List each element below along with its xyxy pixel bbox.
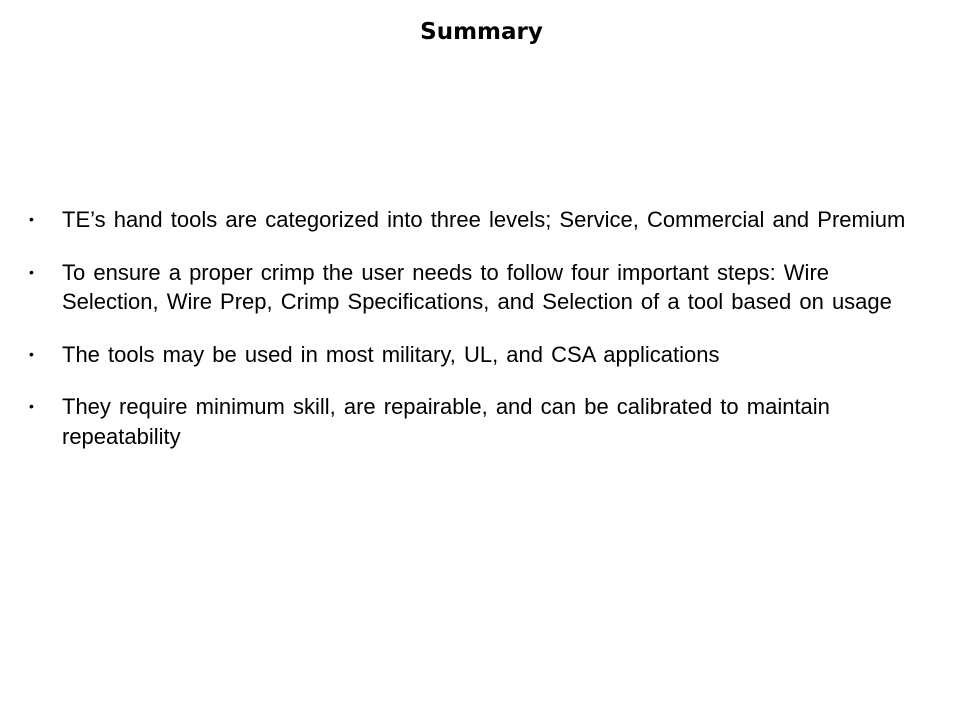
bullet-text: To ensure a proper crimp the user needs to follow four important steps: Wire Selection, Wire Prep, Crimp Specifications, and Selection of a tool based on usage bbox=[62, 259, 892, 314]
bullet-dot-icon: • bbox=[29, 263, 34, 280]
slide-title: Summary bbox=[420, 19, 543, 45]
bullet-text: They require minimum skill, are repairable, and can be calibrated to maintain repeatability bbox=[62, 394, 830, 449]
bullet-dot-icon: • bbox=[29, 398, 34, 414]
bullet-text: The tools may be used in most military, UL, and CSA applications bbox=[62, 341, 720, 367]
bullet-list bbox=[0, 205, 960, 474]
bullet-text: TE’s hand tools are categorized into three levels; Service, Commercial and Premium bbox=[62, 207, 906, 232]
bullet-item bbox=[0, 392, 960, 451]
bullet-item bbox=[0, 258, 960, 317]
bullet-dot-icon: • bbox=[29, 211, 34, 227]
bullet-item bbox=[0, 340, 960, 370]
bullet-dot-icon: • bbox=[29, 345, 34, 362]
bullet-item bbox=[0, 205, 960, 235]
